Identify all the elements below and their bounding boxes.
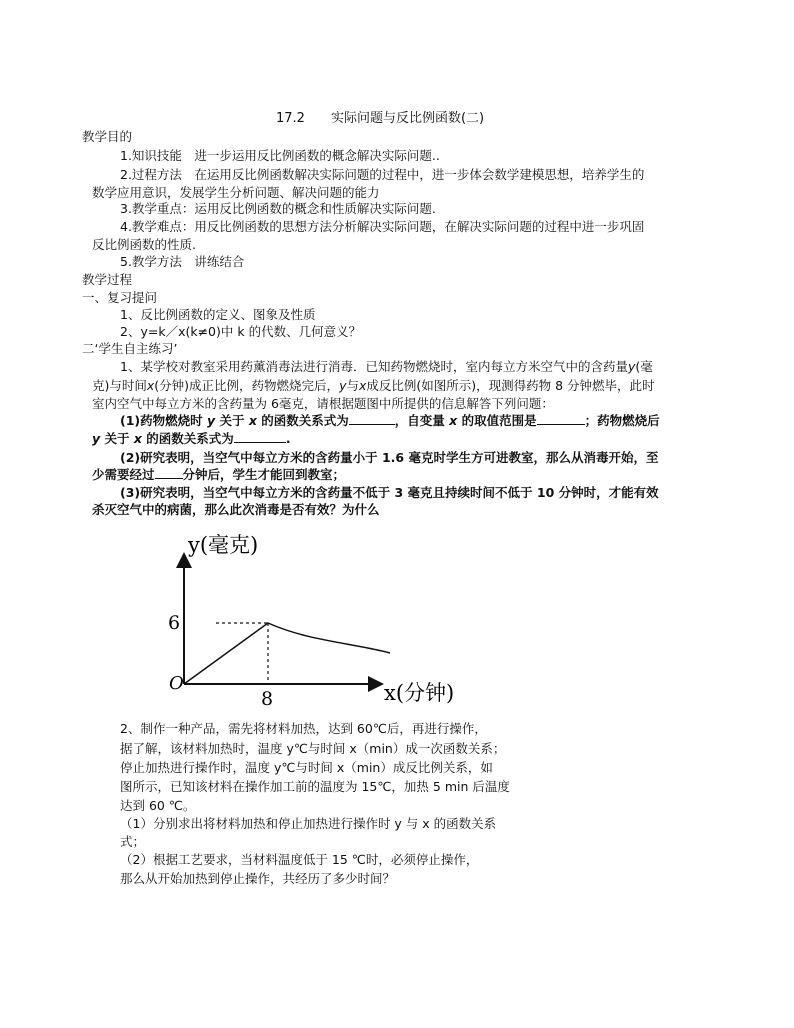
q1-text: ，自变量 (394, 413, 450, 428)
goal-2: 2.过程方法 在运用反比例函数解决实际问题的过程中，进一步体会数学建模思想，培养学生的 (120, 167, 645, 182)
q2-line-4: 图所示，已知该材料在操作加工前的温度为 15℃，加热 5 min 后温度 (120, 779, 510, 794)
q1-part-1-cont (92, 430, 291, 448)
section-number: 17.2 (276, 111, 305, 126)
q1-text: 关于 (215, 413, 249, 428)
q1-text: ；药物燃烧后 (584, 413, 660, 428)
var-y: y (339, 378, 347, 393)
answer-blank (155, 466, 183, 479)
q1-text: 1、某学校对教室采用药薰消毒法进行消毒．已知药物燃烧时，室内每立方米空气中的含药量 (120, 359, 628, 374)
q1-part-2-cont (92, 466, 345, 484)
goal-5: 5.教学方法 讲练结合 (120, 254, 245, 269)
q2-line-2: 据了解，该材料加热时，温度 y℃与时间 x（min）成一次函数关系； (120, 741, 506, 756)
var-y: y (627, 359, 636, 374)
x-axis-label: x(分钟) (384, 681, 455, 705)
origin-label: O (169, 673, 184, 694)
var-y: y (206, 413, 216, 428)
q1-line-2 (92, 377, 655, 395)
q2-part-2-cont: 那么从开始加热到停止操作，共经历了多少时间？ (120, 871, 396, 886)
var-y: y (92, 431, 101, 446)
q1-text: 的取值范围是 (457, 413, 537, 428)
goal-1: 1.知识技能 进一步运用反比例函数的概念解决实际问题.. (120, 148, 440, 163)
q2-part-1-cont: 式； (120, 834, 146, 849)
q2-line-1: 2、制作一种产品，需先将材料加热，达到 60℃后，再进行操作， (120, 721, 487, 736)
goals-heading: 教学目的 (82, 129, 133, 144)
goal-2-cont: 数学应用意识，发展学生分析问题、解决问题的能力 (92, 185, 380, 200)
var-x: x (358, 378, 367, 393)
q1-text: (分钟)成正比例，药物燃烧完后， (154, 378, 340, 393)
q1-part-3: (3)研究表明，当空气中每立方米的含药量不低于 3 毫克且持续时间不低于 10 分钟时，才能有效 (120, 485, 659, 500)
goal-3: 3.教学重点：运用反比例函数的概念和性质解决实际问题. (120, 201, 436, 216)
q1-part-3-cont: 杀灭空气中的病菌，那么此次消毒是否有效？为什么 (92, 502, 380, 517)
practice-heading: 二‘学生自主练习’ (82, 341, 178, 356)
q2-line-3: 停止加热进行操作时，温度 y℃与时间 x（min）成反比例关系，如 (120, 760, 493, 775)
page-title (276, 110, 484, 128)
q1-text: 与 (346, 378, 359, 393)
process-heading: 教学过程 (82, 272, 133, 287)
q1-text: 克)与时间 (92, 378, 147, 393)
goal-4: 4.教学难点：用反比例函数的思想方法分析解决实际问题，在解决实际问题的过程中进一步巩固 (120, 219, 645, 234)
q2-part-1: （1）分别求出将材料加热和停止加热进行操作时 y 与 x 的函数关系 (120, 816, 497, 831)
q1-line-3: 室内空气中每立方米的含药量为 6毫克，请根据题图中所提供的信息解答下列问题： (92, 396, 554, 411)
dose-time-graph (158, 532, 478, 712)
q2-line-5: 达到 60 ℃。 (120, 798, 196, 813)
var-x: x (133, 431, 142, 446)
x-tick-8: 8 (261, 688, 274, 710)
review-item-2: 2、y=k／x(k≠0)中 k 的代数、几何意义？ (120, 324, 362, 339)
answer-blank (537, 412, 585, 425)
dose-curve (184, 623, 390, 684)
q1-text: 少需要经过 (92, 467, 155, 482)
goal-4-cont: 反比例函数的性质. (92, 237, 196, 252)
answer-blank (349, 412, 395, 425)
review-item-1: 1、反比例函数的定义、图象及性质 (120, 307, 316, 322)
q1-text: 的函数关系式为 (256, 413, 349, 428)
q1-text: 分钟后，学生才能回到教室； (182, 467, 346, 482)
var-x: x (449, 413, 458, 428)
var-x: x (248, 413, 257, 428)
q1-line-1 (120, 358, 653, 376)
title-text: 实际问题与反比例函数(二) (330, 111, 485, 126)
q1-text: . (285, 431, 291, 446)
q1-text: (1)药物燃烧时 (120, 413, 207, 428)
answer-blank (234, 430, 286, 443)
var-x: x (146, 378, 155, 393)
y-axis-label: y(毫克) (188, 533, 259, 557)
q1-text: 成反比例(如图所示)，现测得药物 8 分钟燃毕，此时 (366, 378, 655, 393)
q1-text: (毫 (635, 359, 653, 374)
review-heading: 一、复习提问 (82, 290, 158, 305)
y-tick-6: 6 (168, 612, 181, 634)
q2-part-2: （2）根据工艺要求，当材料温度低于 15 ℃时，必须停止操作， (120, 852, 479, 867)
q1-part-2: (2)研究表明，当空气中每立方米的含药量小于 1.6 毫克时学生方可进教室，那么从消毒开始，至 (120, 450, 659, 465)
q1-text: 关于 (100, 431, 134, 446)
q1-part-1 (120, 412, 660, 430)
q1-text: 的函数关系式为 (141, 431, 234, 446)
